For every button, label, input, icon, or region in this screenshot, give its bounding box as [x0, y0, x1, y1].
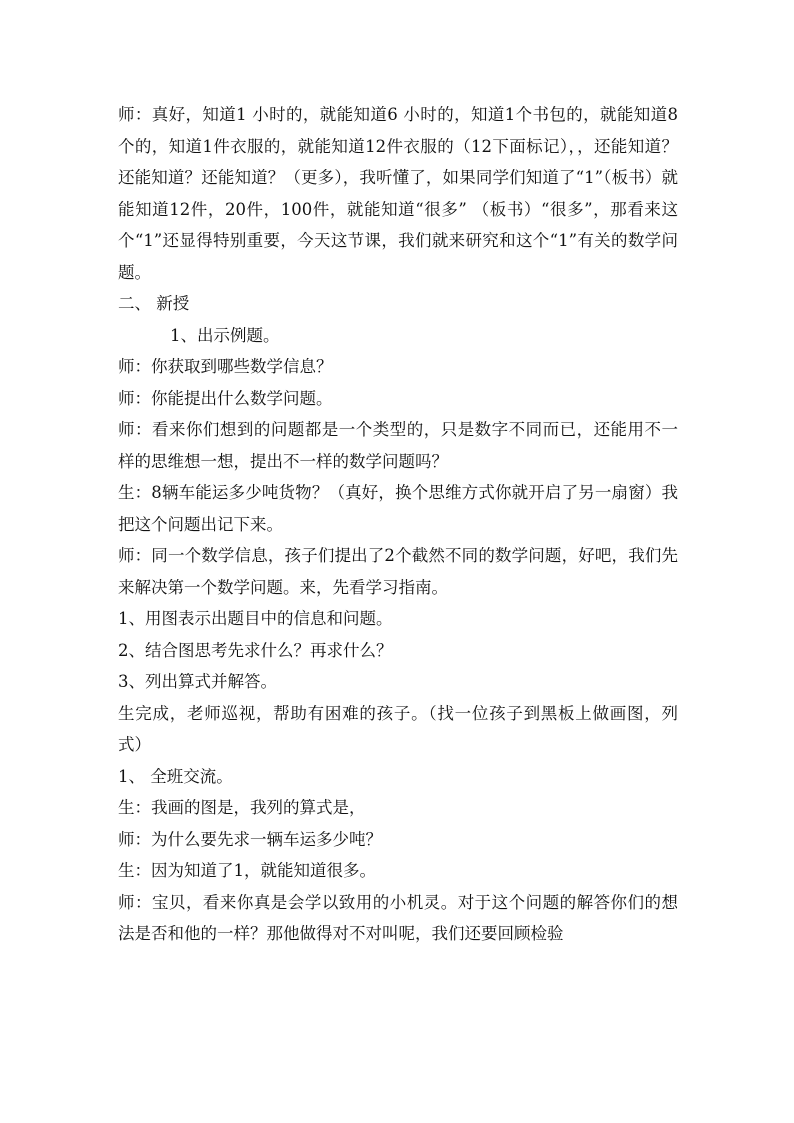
paragraph-teacher-question-problem: 师：你能提出什么数学问题。 [118, 388, 333, 408]
document-body [118, 99, 678, 950]
guide-item-1: 1、用图表示出题目中的信息和问题。 [118, 609, 393, 628]
paragraph-student-drawing: 生：我画的图是，我列的算式是， [118, 798, 366, 817]
section-heading-new-lesson: 二、 新授 [118, 294, 190, 313]
list-item-class-exchange: 1、 全班交流。 [118, 766, 233, 786]
paragraph-teacher-different-thinking: 师：看来你们想到的问题都是一个类型的，只是数字不同而已，还能用不一样的思维想一想，提出不一样的数学问题吗？ [118, 420, 678, 471]
paragraph-student-question: 生：8辆车能运多少吨货物？（真好，换个思维方式你就开启了另一扇窗）我把这个问题出记下来。 [118, 483, 678, 534]
paragraph-teacher-praise: 师：宝贝，看来你真是会学以致用的小机灵。对于这个问题的解答你们的想法是否和他的一样？那他做得对不对叫呢，我们还要回顾检验 [118, 892, 678, 943]
paragraph-teacher-intro: 师：真好，知道1 小时的，就能知道6 小时的，知道1个书包的，就能知道8个的，知道1件衣服的，就能知道12件衣服的（12下面标记），，还能知道？还能知道？还能知道？（更多），我听懂了，如果同学们知道了“1”（板书）就能知道12件，20件，100件，就能知道“很多” （板书）“很多”，那看来这个“1”还显得特别重要，今天这节课，我们就来研究和这个“1”有关的数学问题。 [118, 105, 678, 282]
guide-item-2: 2、结合图思考先求什么？再求什么？ [118, 640, 393, 660]
paragraph-student-complete: 生完成，老师巡视，帮助有困难的孩子。（找一位孩子到黑板上做画图，列式） [118, 703, 678, 754]
paragraph-teacher-guide: 师：同一个数学信息，孩子们提出了2个截然不同的数学问题，好吧，我们先来解决第一个数学问题。来，先看学习指南。 [118, 546, 678, 597]
guide-item-3: 3、列出算式并解答。 [118, 672, 277, 691]
paragraph-teacher-question-info: 师：你获取到哪些数学信息？ [118, 357, 333, 376]
list-item-show-example: 1、出示例题。 [170, 325, 280, 345]
paragraph-student-because: 生：因为知道了1，就能知道很多。 [118, 861, 376, 880]
paragraph-teacher-why: 师：为什么要先求一辆车运多少吨？ [118, 829, 382, 849]
